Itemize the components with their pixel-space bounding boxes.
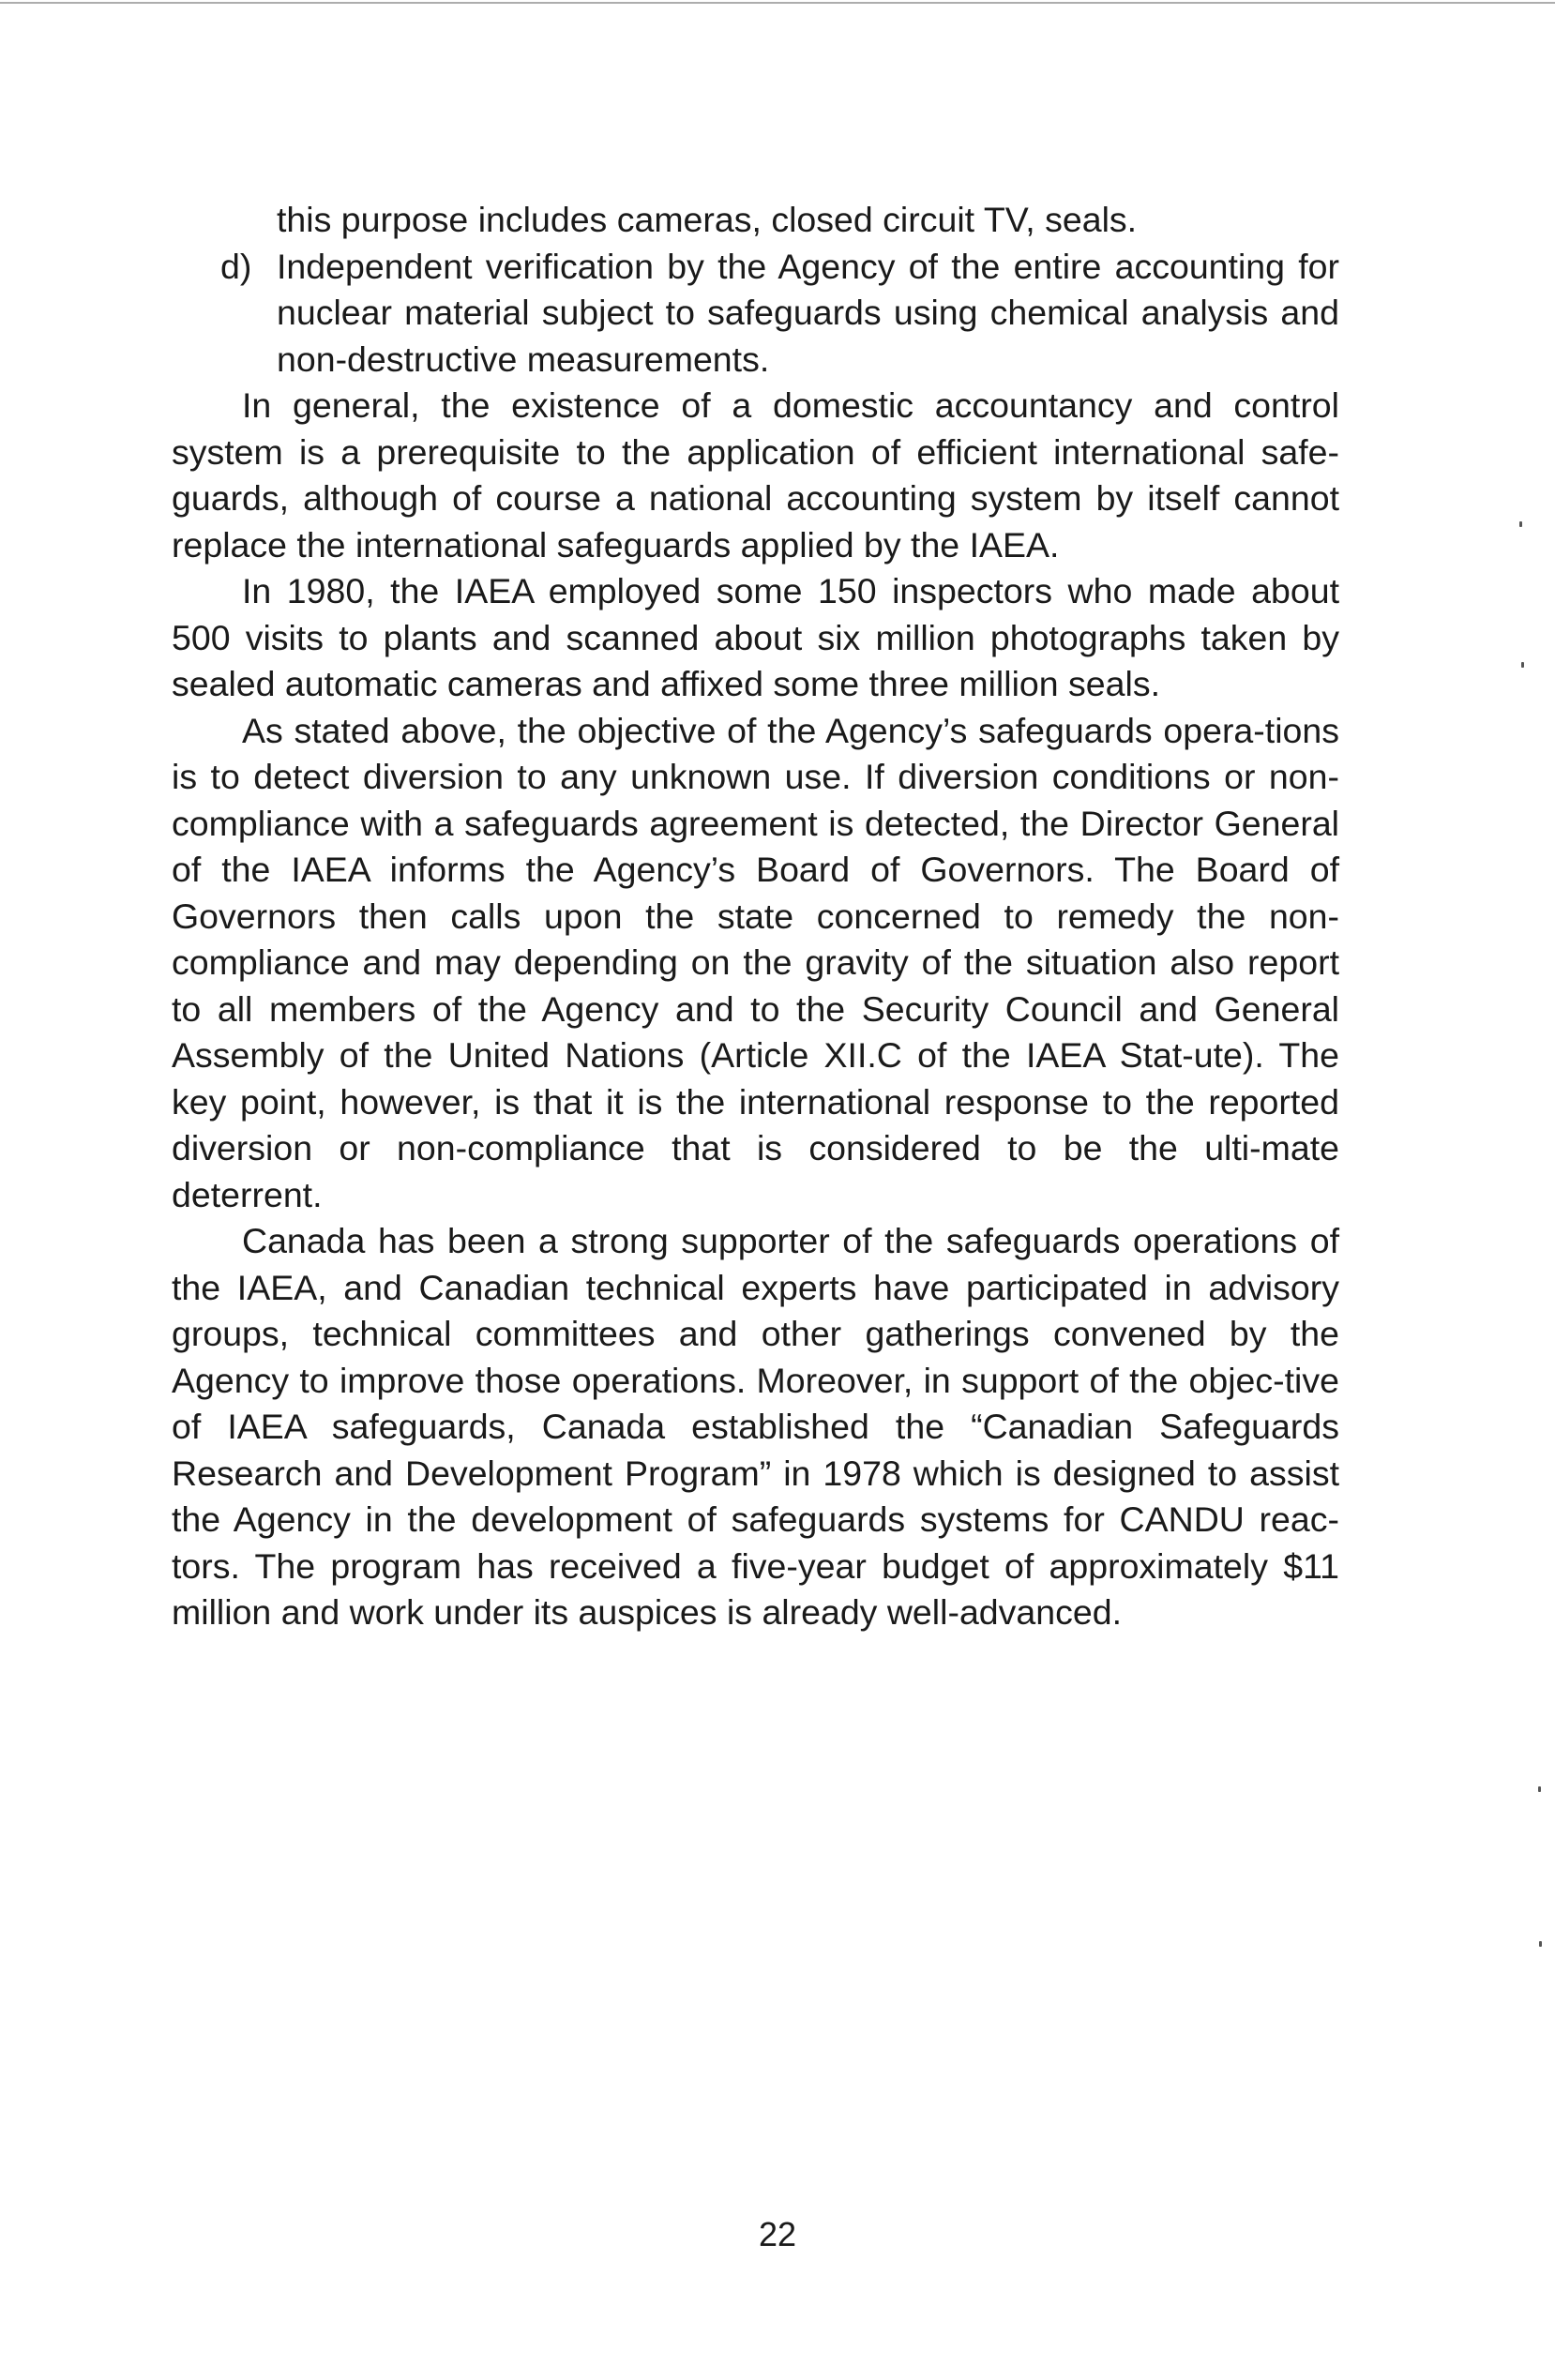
list-item-continuation: this purpose includes cameras, closed circuit TV, seals. xyxy=(277,200,1138,239)
list-marker-d: d) xyxy=(220,246,252,286)
paragraph-general: In general, the existence of a domestic accountancy and control system is a prerequisite to the application of efficient international safe-guards, although of course a national accounting system by itself cannot replace the international safeguards applied by the IAEA. xyxy=(172,385,1339,565)
scan-speck xyxy=(1519,521,1522,527)
page-number: 22 xyxy=(758,2215,797,2253)
scan-speck xyxy=(1539,1941,1542,1947)
list-item-d xyxy=(172,244,1339,384)
scan-top-edge xyxy=(0,2,1555,4)
paragraph-canada-support: Canada has been a strong supporter of the safeguards operations of the IAEA, and Canadian technical experts have participated in advisory groups, technical committees and other gatherings convened by the Agency to improve those operations. Moreover, in support of the objec-tive of IAEA safeguards, Canada established the “Canadian Safeguards Research and Development Program” in 1978 which is designed to assist the Agency in the development of safeguards systems for CANDU reac-tors. The program has received a five-year budget of approximately $11 million and work under its auspices is already well-advanced. xyxy=(172,1221,1339,1632)
paragraph-1980-inspections: In 1980, the IAEA employed some 150 inspectors who made about 500 visits to plants and scanned about six million photographs taken by sealed automatic cameras and affixed some three million seals. xyxy=(172,571,1339,703)
page-body-text xyxy=(172,197,1339,1636)
scan-speck xyxy=(1538,1786,1541,1792)
scan-speck xyxy=(1521,662,1524,668)
paragraph-safeguards-objective: As stated above, the objective of the Agency’s safeguards opera-tions is to detect diversion to any unknown use. If diversion conditions or non-compliance with a safeguards agreement is detected, the Director General of the IAEA informs the Agency’s Board of Governors. The Board of Governors then calls upon the state concerned to remedy the non-compliance and may depending on the gravity of the situation also report to all members of the Agency and to the Security Council and General Assembly of the United Nations (Article XII.C of the IAEA Stat-ute). The key point, however, is that it is the international response to the reported diversion or non-compliance that is considered to be the ulti-mate deterrent. xyxy=(172,710,1339,1214)
list-item-d-text: Independent verification by the Agency of the entire accounting for nuclear material subject to safeguards using chemical analysis and non-destructive measurements. xyxy=(277,246,1339,379)
